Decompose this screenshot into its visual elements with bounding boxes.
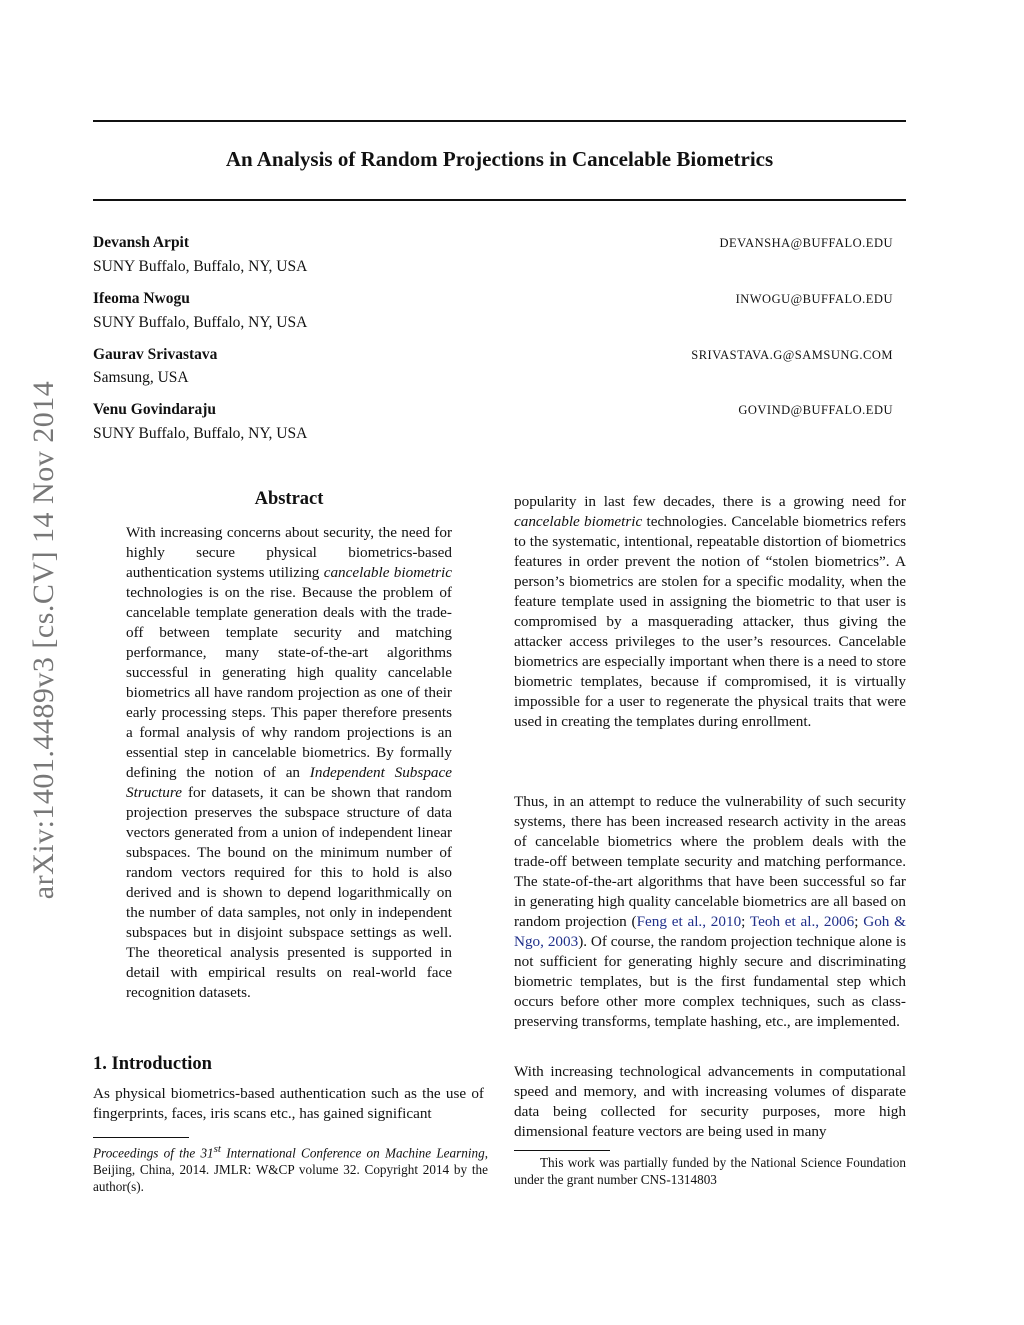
citation-link[interactable]: Teoh et al., 2006 — [749, 913, 855, 930]
right-column-paragraph: With increasing technological advancements in computational speed and memory, and with increasing volumes of disparate data being collected for security purposes, more high dimensional feature vectors are being used in many — [514, 1063, 906, 1140]
author-affiliation: Samsung, USA — [93, 369, 189, 386]
author-name: Devansh Arpit — [93, 234, 190, 251]
author-affiliation: SUNY Buffalo, Buffalo, NY, USA — [93, 258, 308, 275]
right-column-paragraph: Thus, in an attempt to reduce the vulnerability of such security systems, there has been increased research activity in the areas of cancelable biometrics where the problem deals with the trade-off between template security and matching performance. The state-of-the-art algorithms that have been successful so far in generating high quality cancelable biometrics are all based on random projection (Feng et al., 2010; Teoh et al., 2006; Goh & Ngo, 2003). Of course, the random projection technique alone is not sufficient for generating highly secure and discriminating biometric templates, but is the first fundamental step which occurs before other more complex techniques, such as class-preserving transforms, template hashing, etc., are implemented. — [514, 793, 907, 1030]
author-name: Gaurav Srivastava — [93, 346, 218, 363]
abstract-heading: Abstract — [254, 489, 324, 509]
citation-link[interactable]: Goh & Ngo, 2003 — [514, 913, 906, 950]
title-bottom-rule — [93, 199, 906, 201]
footnote-rule-right — [514, 1150, 610, 1151]
author-affiliation: SUNY Buffalo, Buffalo, NY, USA — [93, 314, 308, 331]
author-affiliation: SUNY Buffalo, Buffalo, NY, USA — [93, 425, 308, 442]
section-heading-introduction: 1. Introduction — [93, 1054, 212, 1074]
author-email[interactable]: INWOGU@BUFFALO.EDU — [735, 292, 893, 306]
right-column-paragraph: popularity in last few decades, there is a growing need for cancelable biometric technologies. Cancelable biometrics refers to the systematic, intentional, repeatable distortion of biometrics features in order prevent the notion of “stolen biometrics”. A person’s biometrics are stolen for a specific modality, when the feature template used in assigning the biometric to that user is compromised by a masquerading attacker, thus giving the attacker access privileges to the user’s resources. Cancelable biometrics are especially important when there is a need to store biometric templates, because if compromised, it is virtually impossible for a user to regenerate the physical traits that were used in creating the templates during enrollment. — [514, 493, 906, 730]
footnote-funding: This work was partially funded by the National Science Foundation under the grant number CNS-1314803 — [514, 1155, 906, 1187]
citation-link[interactable]: Feng et al., 2010 — [636, 913, 742, 930]
footnote-proceedings: Proceedings of the 31st International Conference on Machine Learning, Beijing, China, 2014. JMLR: W&CP volume 32. Copyright 2014 by the author(s). — [93, 1143, 488, 1195]
title-top-rule — [93, 120, 906, 122]
author-email[interactable]: SRIVASTAVA.G@SAMSUNG.COM — [691, 348, 893, 362]
author-name: Venu Govindaraju — [93, 401, 217, 418]
arxiv-identifier: arXiv:1401.4489v3 [cs.CV] 14 Nov 2014 — [27, 380, 60, 900]
abstract-body: With increasing concerns about security, the need for highly secure physical biometrics-based authentication systems utilizing cancelable biometric technologies is on the rise. Because the problem of cancelable template generation deals with the trade-off between template security and matching performance, many state-of-the-art algorithms successful in generating high quality cancelable biometrics all have random projection as one of their early processing steps. This paper therefore presents a formal analysis of why random projections is an essential step in cancelable biometrics. By formally defining the notion of an Independent Subspace Structure for datasets, it can be shown that random projection preserves the subspace structure of data vectors generated from a union of independent linear subspaces. The bound on the minimum number of random vectors required for this to hold is also derived and is shown to depend logarithmically on the number of data samples, not only in independent subspaces but in disjoint subspace settings as well. The theoretical analysis presented is supported in detail with empirical results on real-world face recognition datasets. — [126, 524, 453, 1001]
paper-title: An Analysis of Random Projections in Cancelable Biometrics — [225, 147, 774, 171]
author-email[interactable]: DEVANSHA@BUFFALO.EDU — [719, 236, 893, 250]
footnote-rule-left — [93, 1137, 189, 1138]
author-name: Ifeoma Nwogu — [93, 290, 190, 307]
intro-paragraph: As physical biometrics-based authentication such as the use of fingerprints, faces, iris scans etc., has gained significant — [93, 1085, 484, 1122]
author-email[interactable]: GOVIND@BUFFALO.EDU — [738, 403, 893, 417]
